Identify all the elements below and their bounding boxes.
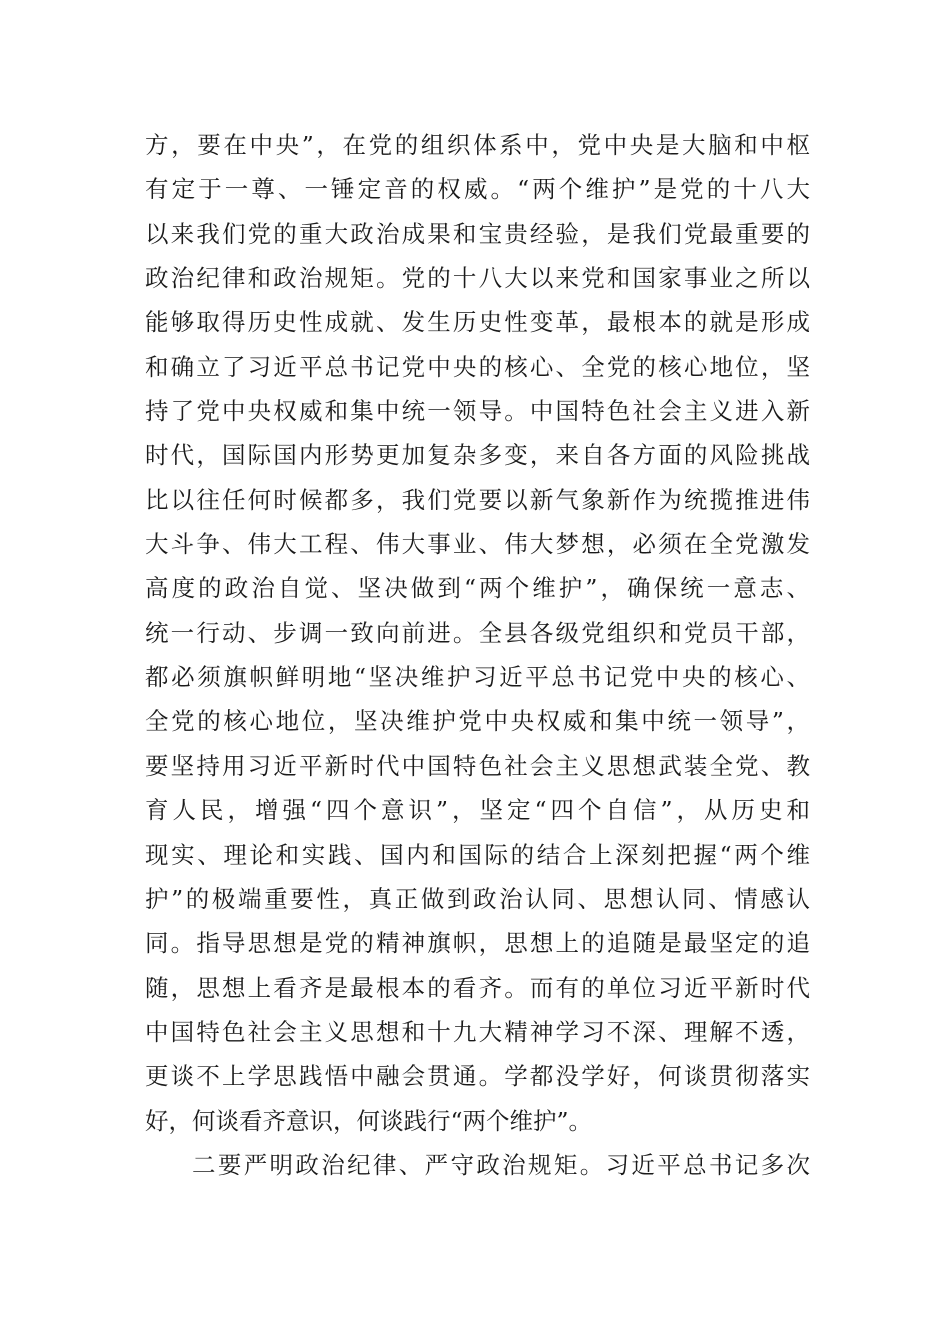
text-line: 随，思想上看齐是最根本的看齐。而有的单位习近平新时代 bbox=[145, 973, 810, 1002]
text-line: 中国特色社会主义思想和十九大精神学习不深、理解不透， bbox=[145, 1017, 810, 1046]
body-text bbox=[145, 123, 810, 1187]
text-line: 比以往任何时候都多，我们党要以新气象新作为统揽推进伟 bbox=[145, 485, 810, 514]
text-line: 大斗争、伟大工程、伟大事业、伟大梦想，必须在全党激发 bbox=[145, 530, 810, 559]
text-line: 好，何谈看齐意识，何谈践行“两个维护”。 bbox=[145, 1106, 593, 1135]
text-line: 护”的极端重要性，真正做到政治认同、思想认同、情感认 bbox=[145, 884, 810, 913]
text-line: 都必须旗帜鲜明地“坚决维护习近平总书记党中央的核心、 bbox=[145, 663, 810, 692]
text-line: 育人民，增强“四个意识”，坚定“四个自信”，从历史和 bbox=[145, 796, 810, 825]
text-line: 方，要在中央”，在党的组织体系中，党中央是大脑和中枢 bbox=[145, 131, 810, 159]
paragraph-start-line: 二要严明政治纪律、严守政治规矩。习近平总书记多次 bbox=[192, 1150, 810, 1179]
text-line: 统一行动、步调一致向前进。全县各级党组织和党员干部， bbox=[145, 618, 810, 647]
text-line: 和确立了习近平总书记党中央的核心、全党的核心地位，坚 bbox=[145, 352, 810, 381]
text-line: 政治纪律和政治规矩。党的十八大以来党和国家事业之所以 bbox=[145, 264, 810, 293]
text-line: 同。指导思想是党的精神旗帜，思想上的追随是最坚定的追 bbox=[145, 929, 810, 958]
text-line: 全党的核心地位，坚决维护党中央权威和集中统一领导”， bbox=[145, 707, 810, 736]
text-line: 现实、理论和实践、国内和国际的结合上深刻把握“两个维 bbox=[145, 840, 810, 869]
text-line: 持了党中央权威和集中统一领导。中国特色社会主义进入新 bbox=[145, 397, 810, 426]
text-line: 要坚持用习近平新时代中国特色社会主义思想武装全党、教 bbox=[145, 751, 810, 780]
text-line: 更谈不上学思践悟中融会贯通。学都没学好，何谈贯彻落实 bbox=[145, 1062, 810, 1091]
text-line: 时代，国际国内形势更加复杂多变，来自各方面的风险挑战 bbox=[145, 441, 810, 470]
text-line: 高度的政治自觉、坚决做到“两个维护”，确保统一意志、 bbox=[145, 574, 810, 603]
text-line: 有定于一尊、一锤定音的权威。“两个维护”是党的十八大 bbox=[145, 175, 810, 204]
text-line: 能够取得历史性成就、发生历史性变革，最根本的就是形成 bbox=[145, 308, 810, 337]
text-line: 以来我们党的重大政治成果和宝贵经验，是我们党最重要的 bbox=[145, 219, 810, 248]
